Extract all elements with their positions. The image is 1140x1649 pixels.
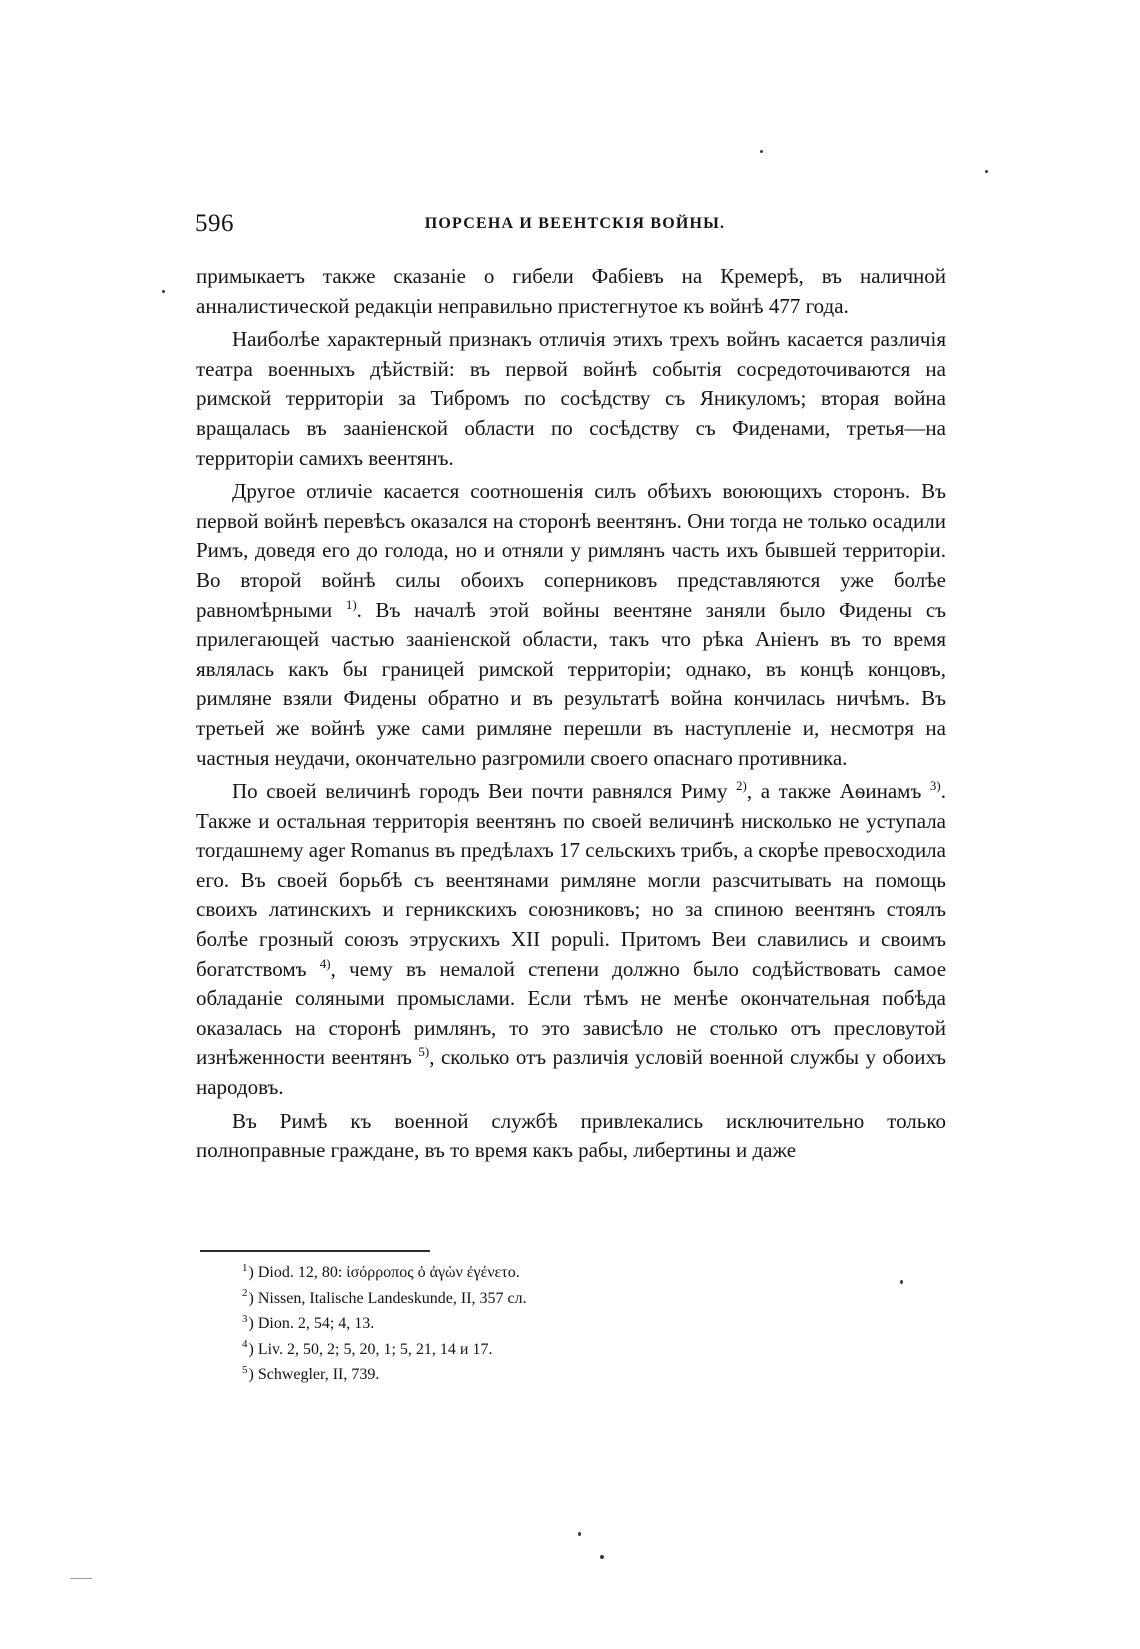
footnote: $^3$) Dion. 2, 54; 4, 13. [242,1312,375,1332]
scan-speck [600,1555,604,1559]
scan-speck [900,1280,903,1284]
footnote: $^5$) Schwegler, II, 739. [242,1363,380,1383]
paragraph: Наиболѣе характерный признакъ отличія этихъ трехъ войнъ касается различія театра военныхъ дѣйствій: въ первой войнѣ событія сосредоточиваются на римской территоріи за Тибромъ по сосѣдству съ Яникуломъ; вторая война вращалась въ зааніенской области по сосѣдству съ Фиденами, третья—на территоріи самихъ веентянъ. [196,327,946,470]
paragraph: примыкаетъ также сказаніе о гибели Фабіевъ на Кремерѣ, въ наличной анналистической редакціи неправильно пристегнутое къ войнѣ 477 года. [196,264,946,318]
page-header [195,210,955,240]
scan-speck [985,170,988,173]
paragraph: По своей величинѣ городъ Веи почти равнялся Риму $^{2)}$, а также Аѳинамъ $^{3)}$. Также и остальная территорія веентянъ по своей величинѣ нисколько не уступала тогдашнему ager Romanus въ предѣлахъ 17 сельскихъ трибъ, а скорѣе превосходила его. Въ своей борьбѣ съ веентянами римляне могли разсчитывать на помощь своихъ латинскихъ и герникскихъ союзниковъ; но за спиною веентянъ стоялъ болѣе грозный союзъ этрускихъ XII populi. Притомъ Веи славились и своимъ богатствомъ $^{4)}$, чему въ немалой степени должно было содѣйствовать самое обладаніе соляными промыслами. Если тѣмъ не менѣе окончательная побѣда оказалась на сторонѣ римлянъ, то это зависѣло не столько отъ пресловутой изнѣженности веентянъ $^{5)}$, сколько отъ различія условій военной службы у обоихъ народовъ. [196,778,947,1100]
footnote-divider [200,1250,430,1252]
footnote-ref: 2) [736,778,747,794]
footnote: $^2$) Nissen, Italische Landeskunde, II, 357 сл. [242,1287,527,1307]
scan-mark [70,1578,92,1579]
scan-speck [578,1532,581,1536]
running-title: ПОРСЕНА И ВЕЕНТСКІЯ ВОЙНЫ. [424,215,726,232]
footnote-ref: 1) [345,596,357,612]
paragraph: Другое отличіе касается соотношенія силъ обѣихъ воюющихъ сторонъ. Въ первой войнѣ перевѣсъ оказался на сторонѣ веентянъ. Они тогда не только осадили Римъ, доведя его до голода, но и отняли у римлянъ часть ихъ бывшей территоріи. Во второй войнѣ силы обоихъ соперниковъ представляются уже болѣе равномѣрными $^{1)}$. Въ началѣ этой войны веентяне заняли было Фидены съ прилегающей частью зааніенской области, такъ что рѣка Аніенъ въ то время являлась какъ бы границей римской территоріи; однако, въ концѣ концовъ, римляне взяли Фидены обратно и въ результатѣ война кончилась ничѣмъ. Въ третьей же войнѣ уже сами римляне перешли въ наступленіе и, несмотря на частныя неудачи, окончательно разгромили своего опаснаго противника. [196,479,946,770]
body-text [196,262,946,1170]
footnotes [242,1260,942,1388]
footnote-ref: 5) [418,1044,430,1060]
footnote: $^4$) Liv. 2, 50, 2; 5, 20, 1; 5, 21, 14 и 17. [242,1338,493,1358]
footnote-ref: 3) [929,778,941,794]
scan-speck [162,290,165,293]
page-number: 596 [195,210,234,237]
footnote: $^1$) Diod. 12, 80: ἰσόρροπος ὁ ἀγὼν ἐγένετο. [242,1261,520,1281]
footnote-ref: 4) [319,955,331,971]
paragraph: Въ Римѣ къ военной службѣ привлекались исключительно только полноправные граждане, въ то время какъ рабы, либертины и даже [196,1108,946,1163]
scan-speck [760,150,763,153]
